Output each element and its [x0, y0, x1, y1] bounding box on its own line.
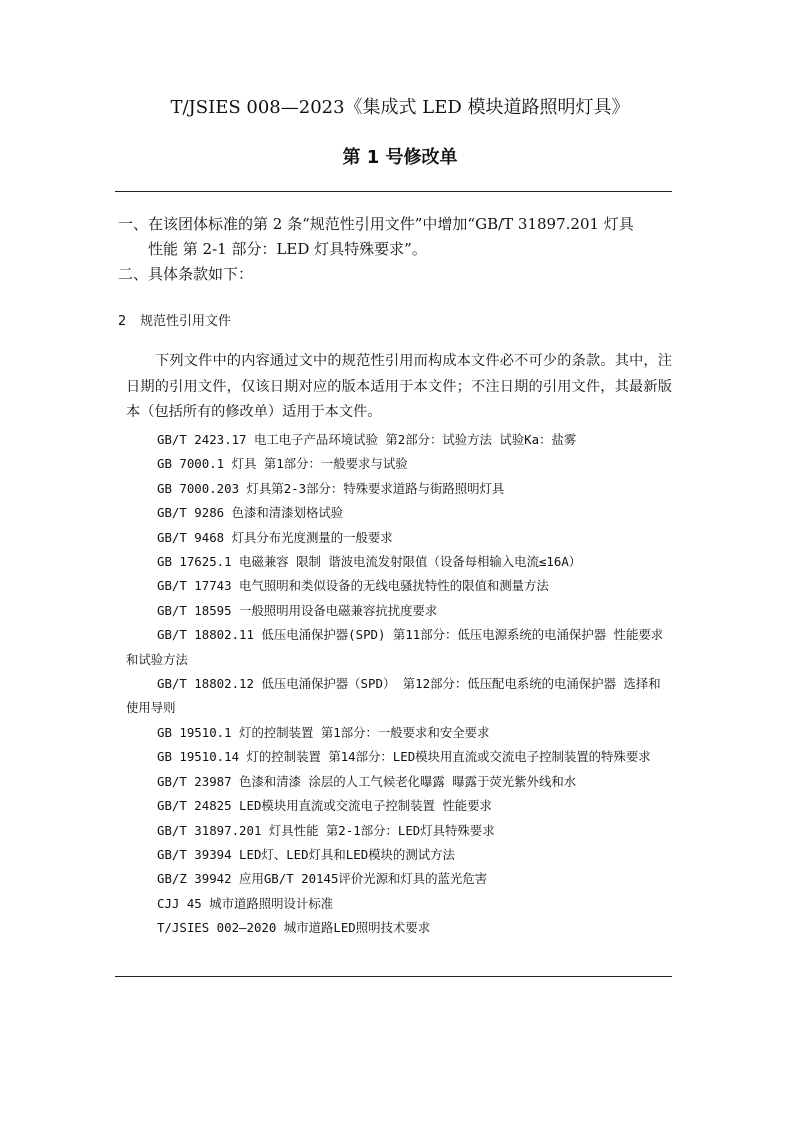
- reference-item: GB/T 24825 LED模块用直流或交流电子控制装置 性能要求: [157, 798, 492, 814]
- bottom-divider: [115, 976, 672, 977]
- amendment-item-1-line-2: 性能 第 2-1 部分：LED 灯具特殊要求”。: [148, 240, 427, 258]
- reference-item: GB/T 18802.11 低压电涌保护器(SPD) 第11部分：低压电源系统的电涌保护器 性能要求和试验方法: [126, 627, 664, 667]
- amendment-item-2: 二、具体条款如下：: [118, 265, 254, 283]
- reference-item: GB/T 9286 色漆和清漆划格试验: [157, 505, 344, 521]
- section-number: 2: [118, 314, 127, 329]
- reference-item: GB 7000.203 灯具第2-3部分：特殊要求道路与街路照明灯具: [157, 480, 505, 496]
- reference-item: GB/T 23987 色漆和清漆 涂层的人工气候老化曝露 曝露于荧光紫外线和水: [157, 773, 577, 789]
- reference-item: CJJ 45 城市道路照明设计标准: [157, 895, 334, 911]
- reference-item: GB 7000.1 灯具 第1部分：一般要求与试验: [157, 456, 408, 472]
- reference-item: T/JSIES 002—2020 城市道路LED照明技术要求: [157, 920, 431, 936]
- reference-item: GB/T 2423.17 电工电子产品环境试验 第2部分：试验方法 试验Ka：盐雾: [157, 432, 577, 447]
- section-title: 规范性引用文件: [140, 314, 232, 329]
- amendment-item-1-line-1: 一、在该团体标准的第 2 条“规范性引用文件”中增加“GB/T 31897.201 灯具: [118, 215, 634, 233]
- reference-item: GB/T 18802.12 低压电涌保护器（SPD） 第12部分：低压配电系统的电涌保护器 选择和使用导则: [126, 676, 661, 716]
- reference-item: GB/T 18595 一般照明用设备电磁兼容抗扰度要求: [157, 602, 438, 618]
- reference-item: GB/Z 39942 应用GB/T 20145评价光源和灯具的蓝光危害: [157, 871, 488, 887]
- reference-item: GB 19510.1 灯的控制装置 第1部分：一般要求和安全要求: [157, 724, 490, 740]
- reference-item: GB/T 31897.201 灯具性能 第2-1部分：LED灯具特殊要求: [157, 822, 495, 838]
- amendment-item-1: [118, 212, 678, 262]
- reference-list: [126, 428, 672, 941]
- top-divider: [115, 191, 672, 192]
- reference-item: GB/T 17743 电气照明和类似设备的无线电骚扰特性的限值和测量方法: [157, 578, 549, 594]
- reference-item: GB/T 39394 LED灯、LED灯具和LED模块的测试方法: [157, 846, 455, 862]
- reference-item: GB/T 9468 灯具分布光度测量的一般要求: [157, 529, 393, 545]
- reference-item: GB 19510.14 灯的控制装置 第14部分：LED模块用直流或交流电子控制装置的特殊要求: [157, 749, 651, 765]
- document-title: T/JSIES 008—2023《集成式 LED 模块道路照明灯具》: [170, 97, 630, 118]
- section-heading: [118, 312, 231, 332]
- reference-item: GB 17625.1 电磁兼容 限制 谐波电流发射限值（设备每相输入电流≤16A）: [157, 554, 582, 570]
- document-subtitle: 第 1 号修改单: [342, 147, 458, 168]
- section-intro: 下列文件中的内容通过文中的规范性引用而构成本文件必不可少的条款。其中，注日期的引用文件，仅该日期对应的版本适用于本文件；不注日期的引用文件，其最新版本（包括所有的修改单）适用于本文件。: [126, 353, 672, 420]
